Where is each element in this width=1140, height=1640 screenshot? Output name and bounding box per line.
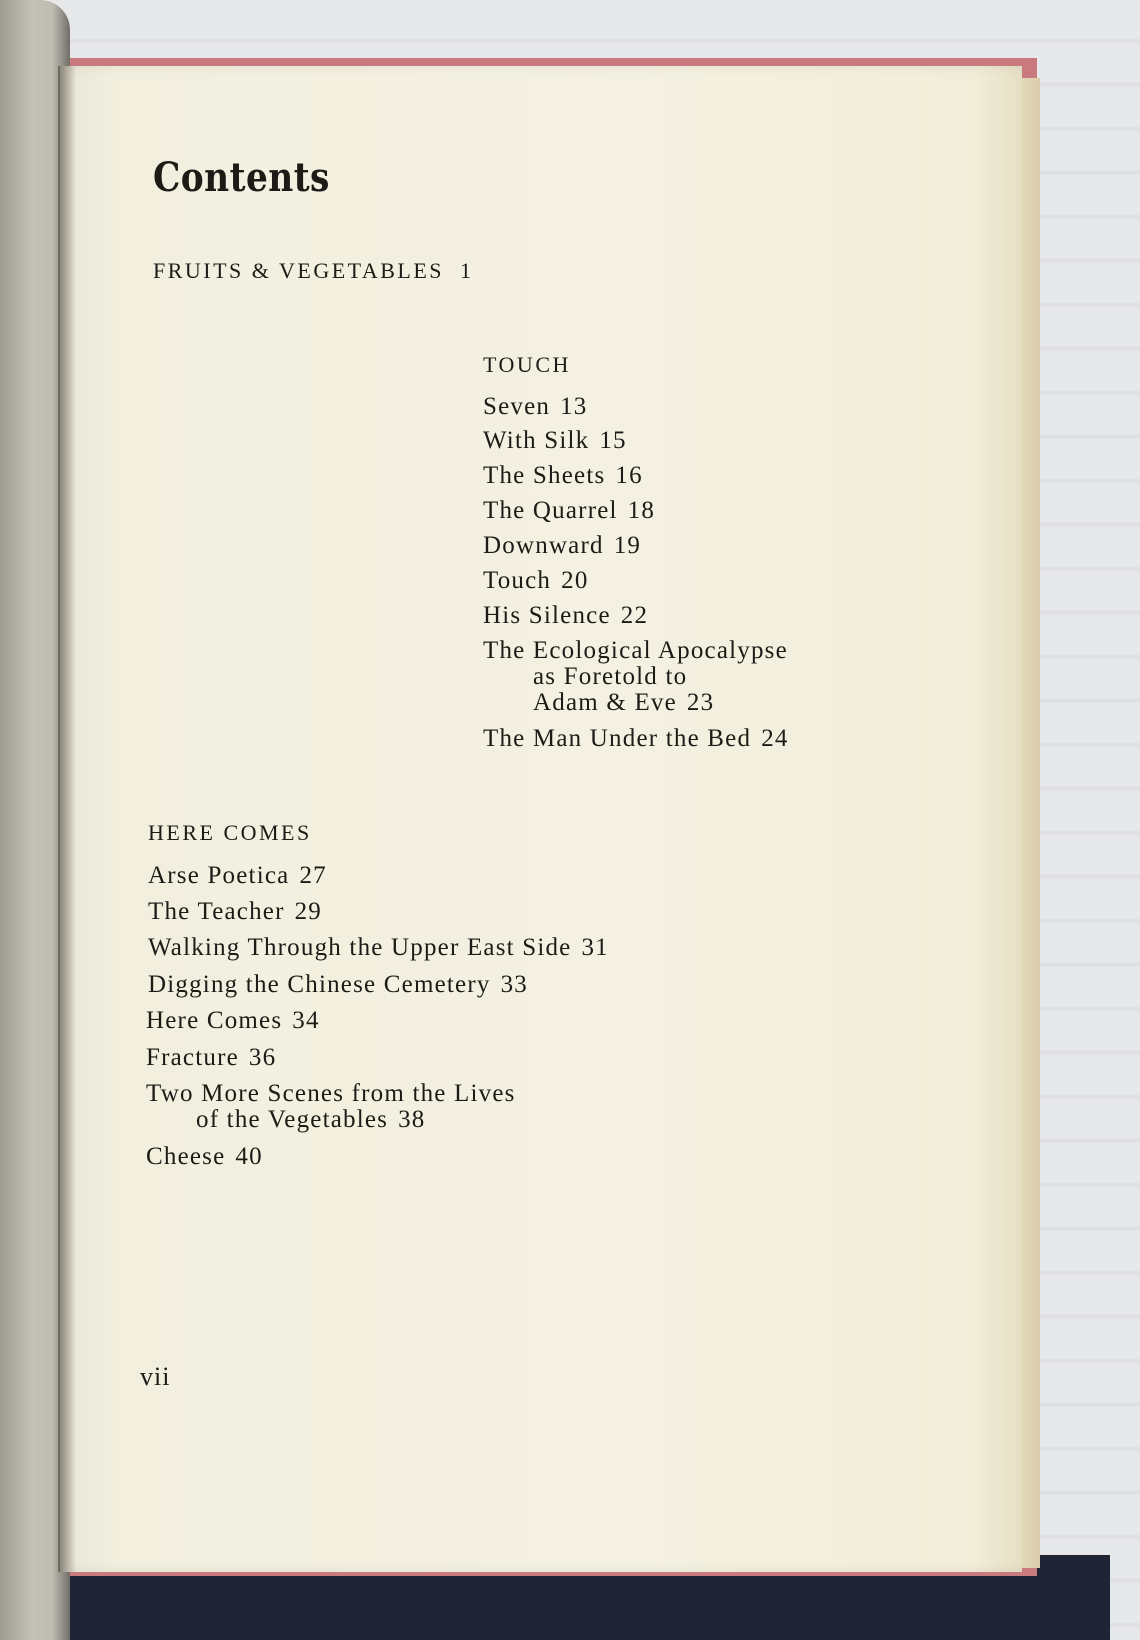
toc-entry	[148, 972, 528, 998]
entry-page: 38	[398, 1106, 426, 1133]
section-heading-fruits	[153, 258, 474, 284]
entry-page: 19	[613, 532, 642, 559]
entry-page: 29	[294, 898, 323, 925]
toc-entry	[483, 726, 789, 752]
toc-entry	[146, 1008, 320, 1034]
entry-title: The Quarrel	[483, 497, 618, 524]
entry-title: Downward	[483, 532, 604, 559]
entry-title: The Teacher	[148, 898, 285, 925]
entry-page: 31	[581, 934, 609, 961]
entry-title-line: as Foretold to	[533, 663, 688, 690]
section-heading-label: FRUITS & VEGETABLES	[153, 258, 445, 283]
section-heading-touch: TOUCH	[483, 352, 571, 377]
entry-title-line: Two More Scenes from the Lives	[146, 1080, 516, 1107]
entry-page: 15	[599, 427, 627, 454]
entry-page: 16	[615, 462, 643, 489]
toc-entry	[483, 568, 589, 594]
toc-entry	[483, 498, 655, 524]
entry-title: With Silk	[483, 427, 590, 454]
entry-title: Seven	[483, 393, 551, 420]
entry-title-line: of the Vegetables	[196, 1106, 389, 1133]
toc-entry	[146, 1081, 516, 1133]
entry-title-line: The Ecological Apocalypse	[483, 637, 788, 664]
toc-entry	[483, 638, 788, 716]
entry-page: 33	[500, 971, 528, 998]
toc-entry	[483, 603, 648, 629]
entry-title: Digging the Chinese Cemetery	[148, 971, 491, 998]
book-page	[60, 66, 1022, 1572]
entry-page: 34	[292, 1007, 320, 1034]
entry-page: 40	[235, 1143, 263, 1170]
entry-title: His Silence	[483, 602, 611, 629]
entry-page: 23	[686, 689, 715, 716]
entry-title-line: Adam & Eve	[533, 689, 677, 716]
toc-entry	[148, 935, 609, 961]
entry-title: Here Comes	[146, 1007, 283, 1034]
toc-entry	[483, 463, 643, 489]
section-heading-here-comes: HERE COMES	[148, 820, 312, 845]
entry-page: 24	[761, 725, 789, 752]
entry-page: 18	[627, 497, 656, 524]
entry-title: The Sheets	[483, 462, 606, 489]
section-page-number: 1	[460, 258, 474, 283]
entry-title: Walking Through the Upper East Side	[148, 934, 572, 961]
entry-title-line-last	[146, 1107, 516, 1133]
entry-page: 13	[560, 393, 588, 420]
entry-title: Touch	[483, 567, 552, 594]
toc-entry	[148, 899, 322, 925]
toc-entry	[483, 394, 588, 420]
toc-entry	[146, 1144, 263, 1170]
entry-title: Arse Poetica	[148, 862, 290, 889]
toc-entry	[483, 533, 641, 559]
entry-page: 36	[248, 1044, 277, 1071]
page-folio: vii	[140, 1362, 171, 1391]
entry-page: 20	[561, 567, 589, 594]
entry-title: Cheese	[146, 1143, 226, 1170]
toc-entry	[148, 863, 327, 889]
entry-title: Fracture	[146, 1044, 239, 1071]
toc-entry	[483, 428, 627, 454]
entry-page: 27	[299, 862, 327, 889]
page-title: Contents	[153, 154, 330, 201]
entry-title-line-last	[483, 690, 788, 716]
toc-entry	[146, 1045, 276, 1071]
entry-page: 22	[620, 602, 649, 629]
page-gutter-shadow	[58, 66, 76, 1572]
entry-title: The Man Under the Bed	[483, 725, 752, 752]
